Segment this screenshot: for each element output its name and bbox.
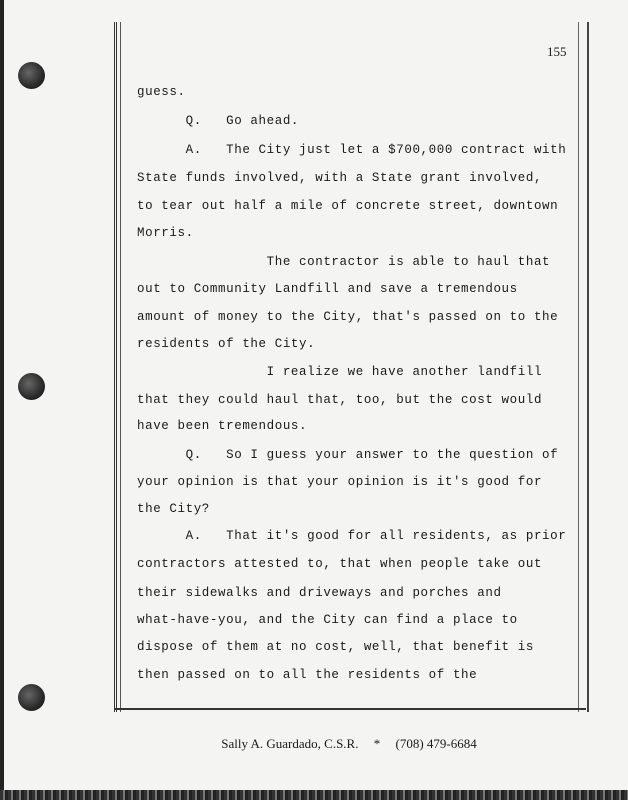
- transcript-line: amount of money to the City, that's passed on to the: [137, 310, 559, 324]
- transcript-line: The contractor is able to haul that: [137, 255, 551, 269]
- punch-hole-middle: [18, 373, 45, 400]
- reporter-phone: (708) 479-6684: [395, 736, 477, 751]
- transcript-line: contractors attested to, that when people take out: [137, 557, 543, 571]
- transcript-line: A. The City just let a $700,000 contract with: [137, 143, 567, 157]
- transcript-line: their sidewalks and driveways and porches and: [137, 586, 502, 600]
- transcript-line: out to Community Landfill and save a tremendous: [137, 282, 518, 296]
- transcript-line: residents of the City.: [137, 337, 316, 351]
- transcript-line: that they could haul that, too, but the cost would: [137, 393, 543, 407]
- transcript-line: Morris.: [137, 226, 194, 240]
- page-frame-bottom: [114, 708, 586, 710]
- reporter-name: Sally A. Guardado, C.S.R.: [221, 736, 359, 751]
- transcript-line: dispose of them at no cost, well, that benefit is: [137, 640, 534, 654]
- page-frame-inner-right: [578, 22, 579, 712]
- punch-hole-top: [18, 62, 45, 89]
- scan-edge-left: [0, 0, 4, 800]
- page-number: 155: [547, 44, 567, 59]
- transcript-line: State funds involved, with a State grant involved,: [137, 171, 543, 185]
- transcript-line: guess.: [137, 85, 186, 99]
- transcript-line: have been tremendous.: [137, 419, 308, 433]
- transcript-line: then passed on to all the residents of the: [137, 668, 478, 682]
- page-frame-inner-left: [120, 22, 121, 712]
- transcript-line: Q. So I guess your answer to the question of: [137, 448, 559, 462]
- transcript-line: I realize we have another landfill: [137, 365, 543, 379]
- footer-separator: *: [373, 736, 381, 751]
- transcript-line: Q. Go ahead.: [137, 114, 300, 128]
- transcript-line: the City?: [137, 502, 210, 516]
- reporter-footer: [0, 736, 628, 752]
- punch-hole-bottom: [18, 684, 45, 711]
- transcript-line: your opinion is that your opinion is it's good for: [137, 475, 543, 489]
- transcript-line: A. That it's good for all residents, as prior: [137, 529, 567, 543]
- scan-edge-bottom: [0, 790, 628, 800]
- transcript-line: what-have-you, and the City can find a place to: [137, 613, 518, 627]
- transcript-line: to tear out half a mile of concrete street, downtown: [137, 199, 559, 213]
